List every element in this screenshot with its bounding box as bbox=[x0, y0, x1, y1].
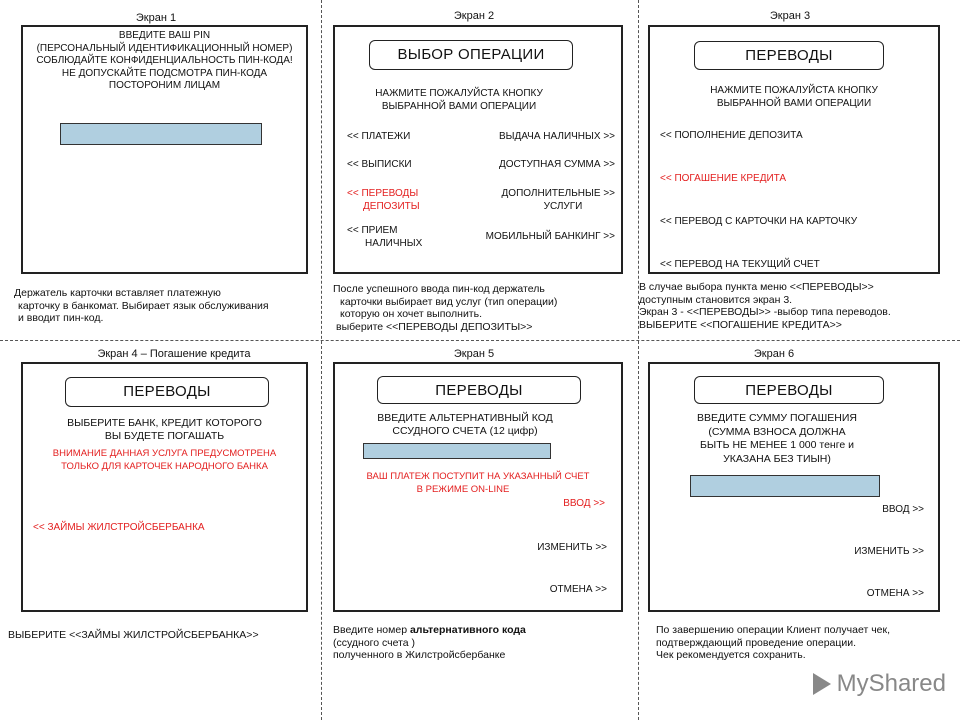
operation-select-header: ВЫБОР ОПЕРАЦИИ bbox=[369, 40, 573, 70]
screen-6-caption: По завершению операции Клиент получает чек, подтверждающий проведение операции. Чек рекомендуется сохранить. bbox=[656, 624, 891, 661]
change-button[interactable]: ИЗМЕНИТЬ >> bbox=[854, 546, 924, 557]
screen-2 bbox=[333, 25, 623, 274]
screen-6 bbox=[648, 362, 940, 612]
screen-3-caption: В случае выбора пункта меню <<ПЕРЕВОДЫ>> доступным становится экран 3. Экран 3 - <<ПЕРЕВОДЫ>> -выбор типа переводов. ВЫБЕРИТЕ <<ПОГАШЕНИЕ КРЕДИТА>> bbox=[639, 281, 891, 331]
screen-3-title: Экран 3 bbox=[769, 10, 811, 22]
option-loan-repayment-button[interactable]: << ПОГАШЕНИЕ КРЕДИТА bbox=[660, 173, 787, 184]
enter-button[interactable]: ВВОД >> bbox=[882, 504, 924, 515]
transfers-header: ПЕРЕВОДЫ bbox=[694, 41, 884, 70]
option-cash-deposit-button[interactable]: << ПРИЕМ НАЛИЧНЫХ bbox=[347, 225, 423, 249]
press-button-prompt: НАЖМИТЕ ПОЖАЛУЙСТА КНОПКУ ВЫБРАННОЙ ВАМИ ОПЕРАЦИИ bbox=[375, 88, 543, 112]
press-button-prompt: НАЖМИТЕ ПОЖАЛУЙСТА КНОПКУ ВЫБРАННОЙ ВАМИ ОПЕРАЦИИ bbox=[710, 85, 878, 109]
option-cash-withdrawal-button[interactable]: ВЫДАЧА НАЛИЧНЫХ >> bbox=[498, 131, 615, 142]
option-available-balance-button[interactable]: ДОСТУПНАЯ СУММА >> bbox=[498, 159, 615, 170]
select-bank-prompt: ВЫБЕРИТЕ БАНК, КРЕДИТ КОТОРОГО ВЫ БУДЕТЕ ПОГАШАТЬ bbox=[67, 417, 262, 442]
row-divider bbox=[0, 340, 960, 341]
play-icon bbox=[813, 673, 831, 695]
enter-button[interactable]: ВВОД >> bbox=[563, 498, 605, 509]
warning-notice: ВНИМАНИЕ ДАННАЯ УСЛУГА ПРЕДУСМОТРЕНА ТОЛЬКО ДЛЯ КАРТОЧЕК НАРОДНОГО БАНКА bbox=[52, 448, 277, 472]
option-zhilstroy-loans-button[interactable]: << ЗАЙМЫ ЖИЛСТРОЙСБЕРБАНКА bbox=[33, 522, 205, 533]
screen-5-caption: Введите номер альтернативного кода (ссудного счета ) полученного в Жилстройсбербанке bbox=[333, 624, 526, 661]
option-current-account-button[interactable]: << ПЕРЕВОД НА ТЕКУЩИЙ СЧЕТ bbox=[660, 259, 820, 270]
column-divider bbox=[638, 0, 639, 720]
screen-3 bbox=[648, 25, 940, 274]
transfers-header: ПЕРЕВОДЫ bbox=[65, 377, 269, 407]
screen-2-title: Экран 2 bbox=[453, 10, 495, 22]
screen-1 bbox=[21, 25, 308, 274]
pin-input[interactable] bbox=[60, 123, 262, 145]
screen-4-caption: ВЫБЕРИТЕ <<ЗАЙМЫ ЖИЛСТРОЙСБЕРБАНКА>> bbox=[8, 629, 259, 641]
alternative-code-input[interactable] bbox=[363, 443, 551, 459]
option-payments-button[interactable]: << ПЛАТЕЖИ bbox=[347, 131, 411, 142]
cancel-button[interactable]: ОТМЕНА >> bbox=[866, 588, 924, 599]
change-button[interactable]: ИЗМЕНИТЬ >> bbox=[537, 542, 607, 553]
watermark-logo: MyShared bbox=[813, 670, 946, 698]
screen-1-caption: Держатель карточки вставляет платежную карточку в банкомат. Выбирает язык обслуживания и вводит пин-код. bbox=[14, 287, 269, 324]
screen-2-caption: После успешного ввода пин-код держатель карточки выбирает вид услуг (тип операции) которую он хочет выполнить. выберите <<ПЕРЕВОДЫ ДЕПОЗИТЫ>> bbox=[333, 283, 558, 333]
repayment-amount-input[interactable] bbox=[690, 475, 880, 497]
option-additional-services-button[interactable]: ДОПОЛНИТЕЛЬНЫЕ >> УСЛУГИ bbox=[501, 188, 615, 212]
option-mobile-banking-button[interactable]: МОБИЛЬНЫЙ БАНКИНГ >> bbox=[485, 231, 615, 242]
screen-4 bbox=[21, 362, 308, 612]
option-card-to-card-button[interactable]: << ПЕРЕВОД С КАРТОЧКИ НА КАРТОЧКУ bbox=[660, 216, 858, 227]
screen-6-title: Экран 6 bbox=[753, 348, 795, 360]
option-statements-button[interactable]: << ВЫПИСКИ bbox=[347, 159, 412, 170]
cancel-button[interactable]: ОТМЕНА >> bbox=[549, 584, 607, 595]
transfers-header: ПЕРЕВОДЫ bbox=[377, 376, 581, 404]
enter-amount-prompt: ВВЕДИТЕ СУММУ ПОГАШЕНИЯ (СУММА ВЗНОСА ДОЛЖНА БЫТЬ НЕ МЕНЕЕ 1 000 тенге и УКАЗАНА БЕЗ ТИЫН) bbox=[696, 412, 858, 465]
screen-1-title: Экран 1 bbox=[135, 12, 177, 24]
screen-4-title: Экран 4 – Погашение кредита bbox=[97, 348, 251, 360]
option-transfers-deposits-button[interactable]: << ПЕРЕВОДЫ ДЕПОЗИТЫ bbox=[347, 188, 420, 212]
option-deposit-replenishment-button[interactable]: << ПОПОЛНЕНИЕ ДЕПОЗИТА bbox=[660, 130, 803, 141]
screen-5 bbox=[333, 362, 623, 612]
pin-prompt: ВВЕДИТЕ ВАШ PIN (ПЕРСОНАЛЬНЫЙ ИДЕНТИФИКАЦИОННЫЙ НОМЕР) СОБЛЮДАЙТЕ КОНФИДЕНЦИАЛЬНОСТЬ ПИН-КОДА! НЕ ДОПУСКАЙТЕ ПОДСМОТРА ПИН-КОДА ПОСТОРОНИМ ЛИЦАМ bbox=[36, 30, 293, 91]
enter-code-prompt: ВВЕДИТЕ АЛЬТЕРНАТИВНЫЙ КОД ССУДНОГО СЧЕТА (12 цифр) bbox=[377, 412, 553, 437]
column-divider bbox=[321, 0, 322, 720]
screen-5-title: Экран 5 bbox=[453, 348, 495, 360]
online-payment-notice: ВАШ ПЛАТЕЖ ПОСТУПИТ НА УКАЗАННЫЙ СЧЕТ В РЕЖИМЕ ON-LINE bbox=[366, 471, 590, 495]
transfers-header: ПЕРЕВОДЫ bbox=[694, 376, 884, 404]
